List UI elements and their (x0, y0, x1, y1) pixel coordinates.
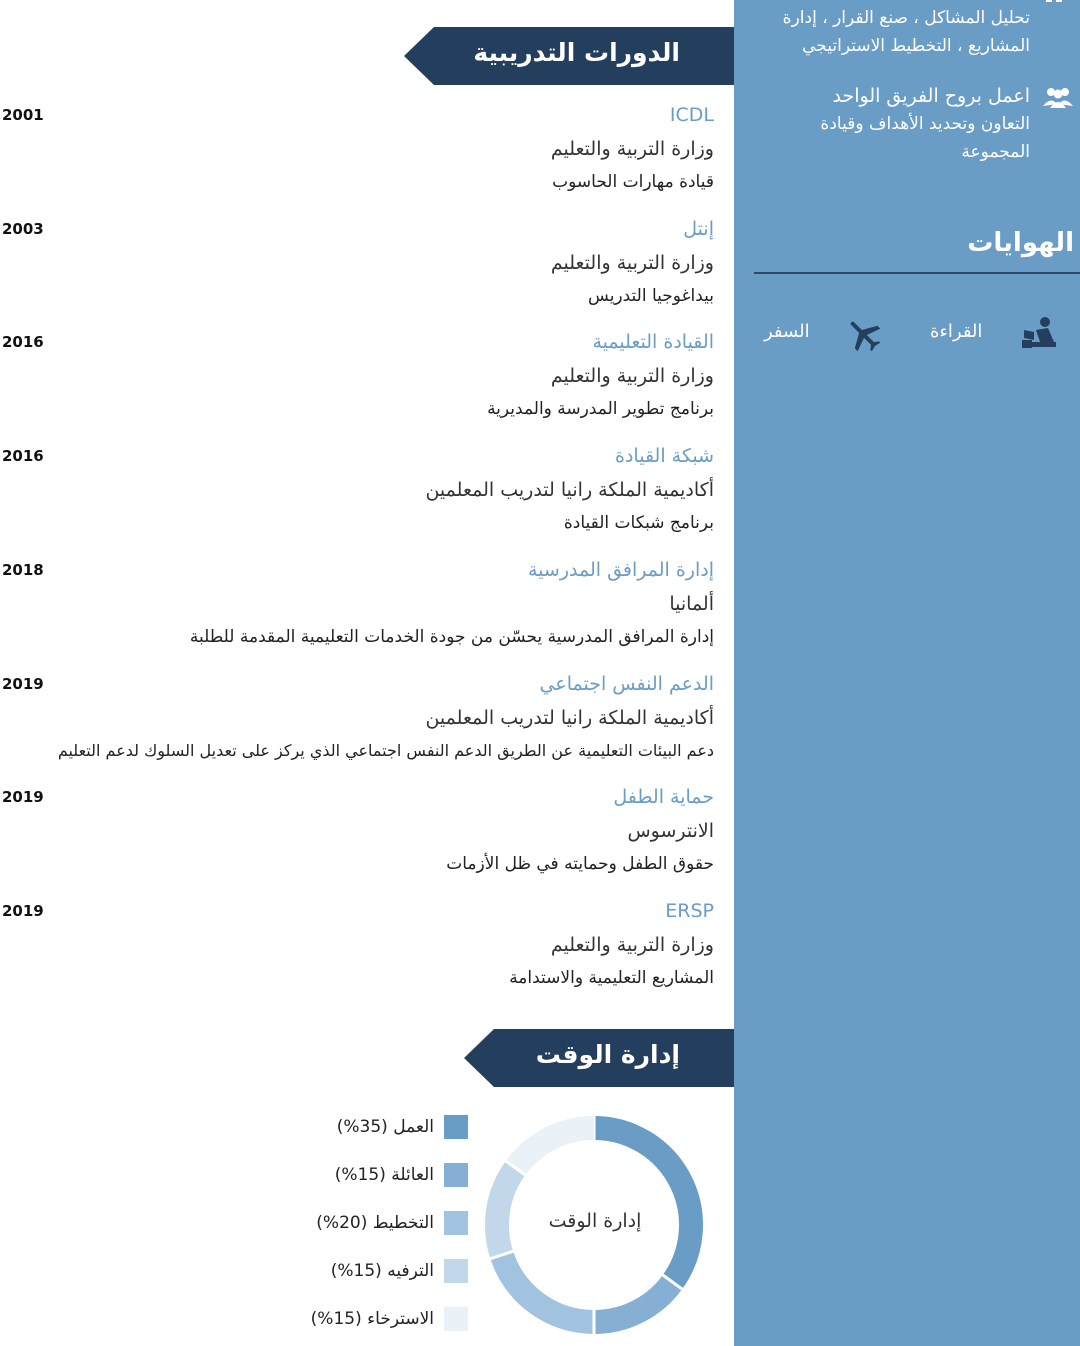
course-desc: بيداغوجيا التدريس (588, 286, 714, 306)
legend-label: التخطيط (20%) (316, 1213, 434, 1233)
course-year: 2019 (2, 675, 44, 693)
course-item (0, 218, 714, 332)
hobby-reading-label: القراءة (930, 321, 983, 342)
legend-item (335, 1162, 468, 1188)
skill-teamwork (770, 82, 1030, 166)
course-name: ICDL (669, 104, 714, 126)
course-item (0, 900, 714, 1014)
skill-text: تحليل المشاكل ، صنع القرار ، إدارة المشاريع ، التخطيط الاستراتيجي (782, 8, 1030, 56)
course-name: إدارة المرافق المدرسية (527, 559, 714, 581)
donut-slice (497, 1168, 516, 1255)
time-header (494, 1029, 734, 1087)
ribbon-arrow (404, 27, 434, 85)
course-org: وزارة التربية والتعليم (550, 934, 714, 956)
legend-swatch (444, 1259, 468, 1283)
course-year: 2016 (2, 447, 44, 465)
course-item (0, 331, 714, 445)
course-desc: برنامج تطوير المدرسة والمديرية (487, 399, 714, 419)
skill-text: التعاون وتحديد الأهداف وقيادة المجموعة (820, 114, 1030, 162)
course-year: 2019 (2, 788, 44, 806)
legend-swatch (444, 1211, 468, 1235)
time-title: إدارة الوقت (535, 1040, 680, 1069)
course-year: 2019 (2, 902, 44, 920)
course-desc: إدارة المرافق المدرسية يحسّن من جودة الخدمات التعليمية المقدمة للطلبة (189, 627, 714, 647)
course-name: شبكة القيادة (615, 445, 714, 467)
legend-item (331, 1258, 468, 1284)
skill-title: اعمل بروح الفريق الواحد (832, 85, 1030, 107)
course-name: القيادة التعليمية (592, 331, 714, 353)
legend-item (316, 1210, 468, 1236)
course-org: وزارة التربية والتعليم (550, 252, 714, 274)
course-year: 2016 (2, 333, 44, 351)
course-name: الدعم النفس اجتماعي (539, 673, 714, 695)
legend-swatch (444, 1115, 468, 1139)
course-org: أكاديمية الملكة رانيا لتدريب المعلمين (425, 707, 714, 729)
courses-header (434, 27, 734, 85)
legend-swatch (444, 1307, 468, 1331)
partial-icon (1042, 0, 1074, 16)
course-year: 2003 (2, 220, 44, 238)
course-org: وزارة التربية والتعليم (550, 365, 714, 387)
donut-slice (502, 1255, 594, 1322)
airplane-icon (844, 316, 884, 354)
course-desc: المشاريع التعليمية والاستدامة (509, 968, 714, 988)
sidebar (734, 0, 1080, 1346)
course-org: الانترسوس (627, 820, 714, 842)
course-org: ألمانيا (669, 593, 714, 615)
course-org: أكاديمية الملكة رانيا لتدريب المعلمين (425, 479, 714, 501)
legend-label: الاسترخاء (15%) (310, 1309, 434, 1329)
ribbon-arrow (464, 1029, 494, 1087)
legend-swatch (444, 1163, 468, 1187)
donut-slice (516, 1128, 594, 1168)
reading-icon (1020, 316, 1060, 350)
course-desc: حقوق الطفل وحمايته في ظل الأزمات (446, 854, 714, 874)
hobbies-divider (754, 272, 1080, 274)
course-item (0, 786, 714, 900)
team-icon (1042, 86, 1074, 108)
legend-item (311, 1306, 468, 1332)
courses-title: الدورات التدريبية (473, 38, 680, 67)
legend-label: الترفيه (15%) (330, 1261, 434, 1281)
legend-label: العمل (35%) (336, 1117, 434, 1137)
legend-item (337, 1114, 468, 1140)
course-item (0, 104, 714, 218)
course-item (0, 445, 714, 559)
hobby-travel-label: السفر (764, 321, 810, 342)
donut-center-label: إدارة الوقت (548, 1210, 642, 1232)
course-name: ERSP (665, 900, 714, 922)
course-desc: قيادة مهارات الحاسوب (552, 172, 714, 192)
legend-label: العائلة (15%) (334, 1165, 434, 1185)
course-desc: دعم البيئات التعليمية عن الطريق الدعم النفس اجتماعي الذي يركز على تعديل السلوك لدعم التعليم (57, 741, 714, 760)
course-item (0, 673, 714, 787)
skill-problem-solving (770, 4, 1030, 60)
course-name: إنتل (683, 218, 714, 240)
course-name: حماية الطفل (613, 786, 714, 808)
donut-slice (594, 1128, 691, 1282)
course-year: 2001 (2, 106, 44, 124)
donut-slice (594, 1282, 672, 1322)
course-org: وزارة التربية والتعليم (550, 138, 714, 160)
course-desc: برنامج شبكات القيادة (563, 513, 714, 533)
course-item (0, 559, 714, 673)
course-year: 2018 (2, 561, 44, 579)
hobbies-title: الهوايات (967, 228, 1074, 258)
